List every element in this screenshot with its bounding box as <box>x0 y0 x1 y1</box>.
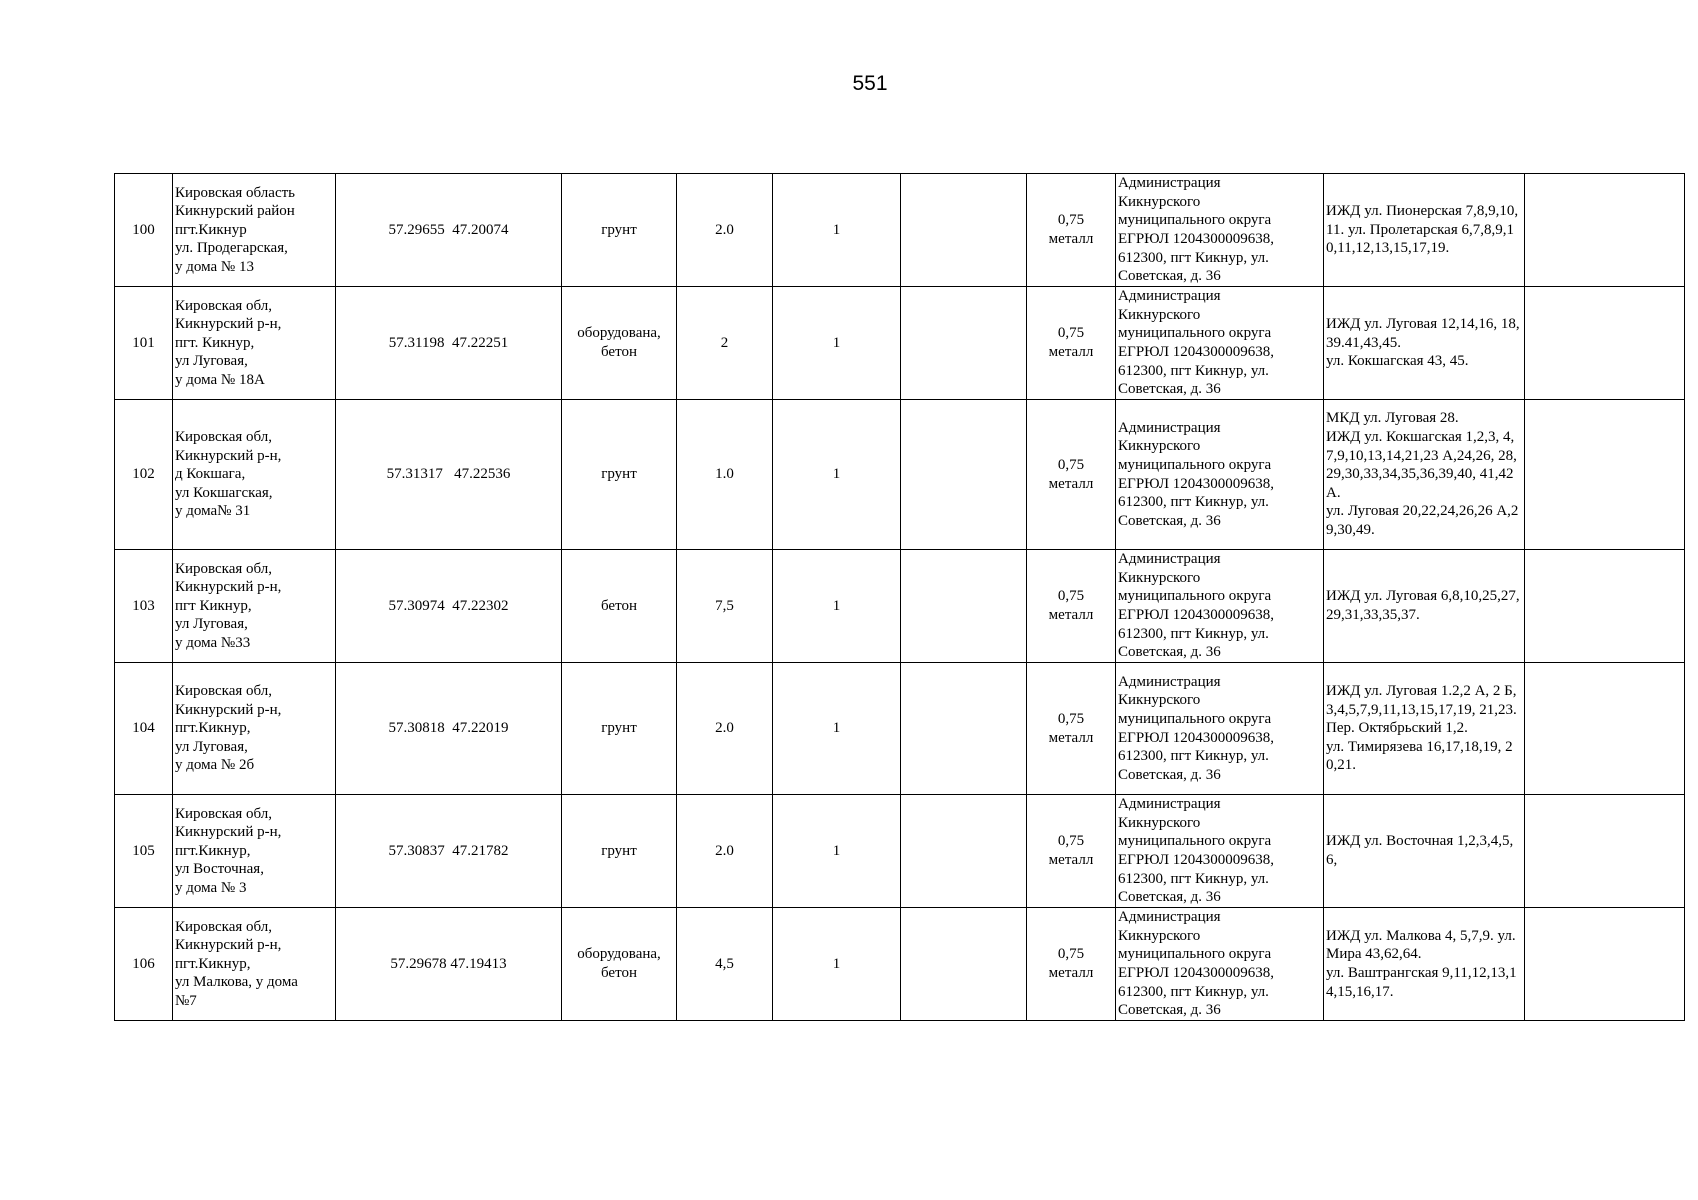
owner-cell-line: Советская, д. 36 <box>1118 644 1221 661</box>
address-cell-line: Кикнурский р-н, <box>175 447 282 464</box>
owner-cell-line: Советская, д. 36 <box>1118 1002 1221 1019</box>
table-body <box>115 174 1685 1021</box>
capacity-cell <box>1027 663 1116 795</box>
address-cell-line: пгт.Кикнур, <box>175 842 251 859</box>
extra-cell <box>1525 663 1685 795</box>
address-cell <box>173 174 336 287</box>
extra-cell <box>1525 400 1685 550</box>
owner-cell-line: Кикнурского <box>1118 438 1201 455</box>
container-count-cell: 1 <box>773 287 901 400</box>
capacity-cell <box>1027 174 1116 287</box>
row-number-cell: 104 <box>115 663 173 795</box>
owner-cell-line: ЕГРЮЛ 1204300009638, <box>1118 729 1275 746</box>
address-cell-line: Кикнурский р-н, <box>175 316 282 333</box>
owner-cell-line: Советская, д. 36 <box>1118 512 1221 529</box>
owner-cell <box>1116 663 1324 795</box>
empty-cell <box>901 663 1027 795</box>
owner-cell-line: муниципального округа <box>1118 588 1272 605</box>
owner-cell-line: муниципального округа <box>1118 710 1272 727</box>
address-cell-line: пгт.Кикнур, <box>175 955 251 972</box>
capacity-cell-line: металл <box>1048 231 1094 247</box>
capacity-cell-line: 0,75 <box>1057 212 1085 229</box>
owner-cell <box>1116 287 1324 400</box>
capacity-cell-line: металл <box>1048 344 1094 360</box>
address-cell <box>173 795 336 908</box>
coordinates-cell: 57.31198 47.22251 <box>336 287 562 400</box>
surface-cell <box>562 400 677 550</box>
address-cell-line: Кировская обл, <box>175 429 273 446</box>
served-objects-cell-line: ИЖД ул. Малкова 4, 5,7,9. ул. Мира 43,62,64. <box>1326 927 1516 963</box>
owner-cell-line: 612300, пгт Кикнур, ул. <box>1118 249 1269 266</box>
extra-cell <box>1525 174 1685 287</box>
surface-cell-line: грунт <box>601 466 637 483</box>
owner-cell-line: ЕГРЮЛ 1204300009638, <box>1118 475 1275 492</box>
capacity-cell-line: металл <box>1048 475 1094 492</box>
address-cell-line: у дома№ 31 <box>175 503 251 520</box>
address-cell-line: ул Малкова, у дома <box>175 974 298 991</box>
owner-cell-line: 612300, пгт Кикнур, ул. <box>1118 870 1269 887</box>
container-count-cell: 1 <box>773 400 901 550</box>
served-objects-cell-line: Пер. Октябрьский 1,2. <box>1326 720 1468 737</box>
owner-cell <box>1116 908 1324 1021</box>
owner-cell-line: 612300, пгт Кикнур, ул. <box>1118 362 1269 379</box>
owner-cell-line: ЕГРЮЛ 1204300009638, <box>1118 607 1275 623</box>
capacity-cell-line: 0,75 <box>1057 946 1085 963</box>
owner-cell-line: Администрация <box>1118 796 1221 813</box>
owner-cell <box>1116 795 1324 908</box>
capacity-cell-line: 0,75 <box>1057 456 1085 473</box>
served-objects-cell-line: ИЖД ул. Кокшагская 1,2,3, 4,7,9,10,13,14,21,23 А,24,26, 28,29,30,33,34,35,36,39,40, 41,42 А. <box>1326 429 1517 501</box>
owner-cell-line: 612300, пгт Кикнур, ул. <box>1118 494 1269 511</box>
owner-cell <box>1116 400 1324 550</box>
address-cell-line: Кировская обл, <box>175 805 273 822</box>
capacity-cell-line: 0,75 <box>1057 588 1085 605</box>
served-objects-cell <box>1324 174 1525 287</box>
owner-cell-line: Кикнурского <box>1118 306 1201 323</box>
owner-cell-line: муниципального округа <box>1118 325 1272 342</box>
area-cell: 7,5 <box>677 550 773 663</box>
table-row <box>115 550 1685 663</box>
surface-cell-line: бетон <box>601 344 637 360</box>
empty-cell <box>901 400 1027 550</box>
extra-cell <box>1525 550 1685 663</box>
surface-cell-line: грунт <box>601 720 637 737</box>
table-row <box>115 174 1685 287</box>
container-sites-table <box>114 173 1685 1021</box>
address-cell-line: Кировская обл, <box>175 918 273 935</box>
address-cell-line: у дома № 2б <box>175 757 255 774</box>
capacity-cell-line: 0,75 <box>1057 325 1085 342</box>
served-objects-cell <box>1324 550 1525 663</box>
owner-cell-line: Администрация <box>1118 909 1221 926</box>
surface-cell-line: грунт <box>601 842 637 859</box>
served-objects-cell-line: ул. Луговая 20,22,24,26,26 А,29,30,49. <box>1326 503 1519 538</box>
address-cell-line: у дома № 3 <box>175 879 247 896</box>
surface-cell <box>562 287 677 400</box>
capacity-cell-line: 0,75 <box>1057 710 1085 727</box>
owner-cell-line: ЕГРЮЛ 1204300009638, <box>1118 852 1275 868</box>
capacity-cell-line: металл <box>1048 729 1094 746</box>
coordinates-cell: 57.30837 47.21782 <box>336 795 562 908</box>
served-objects-cell-line: МКД ул. Луговая 28. <box>1326 410 1459 427</box>
coordinates-cell: 57.30974 47.22302 <box>336 550 562 663</box>
address-cell-line: ул Луговая, <box>175 616 248 633</box>
extra-cell <box>1525 287 1685 400</box>
address-cell <box>173 287 336 400</box>
container-count-cell: 1 <box>773 908 901 1021</box>
capacity-cell-line: 0,75 <box>1057 833 1085 850</box>
owner-cell-line: 612300, пгт Кикнур, ул. <box>1118 983 1269 1000</box>
row-number-cell: 102 <box>115 400 173 550</box>
served-objects-cell-line: ул. Ваштрангская 9,11,12,13,14,15,16,17. <box>1326 965 1517 1000</box>
area-cell: 2 <box>677 287 773 400</box>
coordinates-cell: 57.29678 47.19413 <box>336 908 562 1021</box>
container-count-cell: 1 <box>773 174 901 287</box>
row-number-cell: 100 <box>115 174 173 287</box>
address-cell <box>173 550 336 663</box>
empty-cell <box>901 795 1027 908</box>
table-row <box>115 795 1685 908</box>
surface-cell-line: бетон <box>601 597 637 614</box>
capacity-cell <box>1027 287 1116 400</box>
coordinates-cell: 57.29655 47.20074 <box>336 174 562 287</box>
served-objects-cell-line: ул. Тимирязева 16,17,18,19, 20,21. <box>1326 738 1513 774</box>
empty-cell <box>901 287 1027 400</box>
address-cell-line: ул Луговая, <box>175 353 248 370</box>
owner-cell-line: Советская, д. 36 <box>1118 268 1221 285</box>
extra-cell <box>1525 908 1685 1021</box>
empty-cell <box>901 174 1027 287</box>
container-count-cell: 1 <box>773 795 901 908</box>
address-cell-line: ул Кокшагская, <box>175 484 273 501</box>
area-cell: 2.0 <box>677 663 773 795</box>
capacity-cell-line: металл <box>1048 607 1094 623</box>
served-objects-cell <box>1324 400 1525 550</box>
owner-cell-line: Кикнурского <box>1118 927 1201 944</box>
owner-cell-line: 612300, пгт Кикнур, ул. <box>1118 625 1269 642</box>
address-cell-line: ул Восточная, <box>175 861 264 878</box>
owner-cell <box>1116 174 1324 287</box>
capacity-cell <box>1027 908 1116 1021</box>
owner-cell-line: муниципального округа <box>1118 212 1272 229</box>
address-cell-line: Кикнурский р-н, <box>175 937 282 954</box>
owner-cell-line: муниципального округа <box>1118 456 1272 473</box>
capacity-cell <box>1027 400 1116 550</box>
extra-cell <box>1525 795 1685 908</box>
address-cell-line: Кировская обл, <box>175 683 273 700</box>
owner-cell-line: 612300, пгт Кикнур, ул. <box>1118 748 1269 765</box>
address-cell <box>173 400 336 550</box>
table-row <box>115 400 1685 550</box>
surface-cell-line: оборудована, <box>577 325 661 342</box>
address-cell-line: Кикнурский р-н, <box>175 579 282 596</box>
container-count-cell: 1 <box>773 663 901 795</box>
owner-cell-line: Администрация <box>1118 175 1221 192</box>
area-cell: 4,5 <box>677 908 773 1021</box>
address-cell-line: Кировская обл, <box>175 297 273 314</box>
served-objects-cell <box>1324 287 1525 400</box>
served-objects-cell <box>1324 663 1525 795</box>
area-cell: 1.0 <box>677 400 773 550</box>
table-row <box>115 663 1685 795</box>
owner-cell-line: Советская, д. 36 <box>1118 889 1221 906</box>
table-row <box>115 287 1685 400</box>
owner-cell-line: Администрация <box>1118 673 1221 690</box>
address-cell-line: д Кокшага, <box>175 466 246 483</box>
served-objects-cell <box>1324 795 1525 908</box>
surface-cell-line: грунт <box>601 221 637 238</box>
served-objects-cell-line: ИЖД ул. Пионерская 7,8,9,10,11. ул. Пролетарская 6,7,8,9,10,11,12,13,15,17,19. <box>1326 203 1519 257</box>
owner-cell-line: муниципального округа <box>1118 946 1272 963</box>
address-cell-line: у дома № 13 <box>175 258 254 275</box>
served-objects-cell-line: ИЖД ул. Восточная 1,2,3,4,5,6, <box>1326 833 1514 868</box>
served-objects-cell-line: ИЖД ул. Луговая 1.2,2 А, 2 Б,3,4,5,7,9,11,13,15,17,19, 21,23. <box>1326 683 1517 718</box>
address-cell-line: пгт.Кикнур, <box>175 720 251 737</box>
owner-cell-line: ЕГРЮЛ 1204300009638, <box>1118 965 1275 981</box>
address-cell-line: у дома № 18А <box>175 371 265 388</box>
surface-cell <box>562 550 677 663</box>
surface-cell-line: оборудована, <box>577 946 661 963</box>
capacity-cell-line: металл <box>1048 852 1094 868</box>
owner-cell-line: муниципального округа <box>1118 833 1272 850</box>
area-cell: 2.0 <box>677 174 773 287</box>
surface-cell <box>562 174 677 287</box>
row-number-cell: 105 <box>115 795 173 908</box>
address-cell-line: пгт. Кикнур, <box>175 334 255 351</box>
owner-cell-line: Советская, д. 36 <box>1118 766 1221 783</box>
address-cell-line: пгт.Кикнур <box>175 221 247 238</box>
address-cell-line: Кикнурский р-н, <box>175 701 282 718</box>
empty-cell <box>901 550 1027 663</box>
row-number-cell: 101 <box>115 287 173 400</box>
served-objects-cell-line: ИЖД ул. Луговая 12,14,16, 18,39.41,43,45. <box>1326 316 1520 351</box>
address-cell-line: ул Луговая, <box>175 738 248 755</box>
owner-cell-line: ЕГРЮЛ 1204300009638, <box>1118 344 1275 360</box>
address-cell-line: №7 <box>175 992 197 1009</box>
owner-cell-line: ЕГРЮЛ 1204300009638, <box>1118 231 1275 247</box>
row-number-cell: 106 <box>115 908 173 1021</box>
surface-cell <box>562 795 677 908</box>
container-count-cell: 1 <box>773 550 901 663</box>
address-cell-line: Кикнурский р-н, <box>175 824 282 841</box>
row-number-cell: 103 <box>115 550 173 663</box>
owner-cell-line: Администрация <box>1118 419 1221 436</box>
coordinates-cell: 57.30818 47.22019 <box>336 663 562 795</box>
address-cell-line: пгт Кикнур, <box>175 597 252 614</box>
capacity-cell <box>1027 795 1116 908</box>
page-number: 551 <box>852 72 888 95</box>
address-cell-line: ул. Продегарская, <box>175 240 288 257</box>
owner-cell <box>1116 550 1324 663</box>
capacity-cell <box>1027 550 1116 663</box>
owner-cell-line: Администрация <box>1118 551 1221 568</box>
served-objects-cell-line: ул. Кокшагская 43, 45. <box>1326 353 1469 370</box>
owner-cell-line: Администрация <box>1118 288 1221 305</box>
address-cell <box>173 663 336 795</box>
surface-cell <box>562 908 677 1021</box>
empty-cell <box>901 908 1027 1021</box>
coordinates-cell: 57.31317 47.22536 <box>336 400 562 550</box>
owner-cell-line: Кикнурского <box>1118 569 1201 586</box>
address-cell-line: Кикнурский район <box>175 203 295 220</box>
owner-cell-line: Кикнурского <box>1118 814 1201 831</box>
surface-cell-line: бетон <box>601 965 637 981</box>
owner-cell-line: Кикнурского <box>1118 692 1201 709</box>
served-objects-cell-line: ИЖД ул. Луговая 6,8,10,25,27,29,31,33,35,37. <box>1326 588 1520 623</box>
address-cell-line: Кировская область <box>175 184 296 201</box>
table-row <box>115 908 1685 1021</box>
area-cell: 2.0 <box>677 795 773 908</box>
address-cell-line: у дома №33 <box>175 634 251 651</box>
capacity-cell-line: металл <box>1048 965 1094 981</box>
owner-cell-line: Советская, д. 36 <box>1118 381 1221 398</box>
address-cell-line: Кировская обл, <box>175 560 273 577</box>
address-cell <box>173 908 336 1021</box>
surface-cell <box>562 663 677 795</box>
owner-cell-line: Кикнурского <box>1118 193 1201 210</box>
served-objects-cell <box>1324 908 1525 1021</box>
